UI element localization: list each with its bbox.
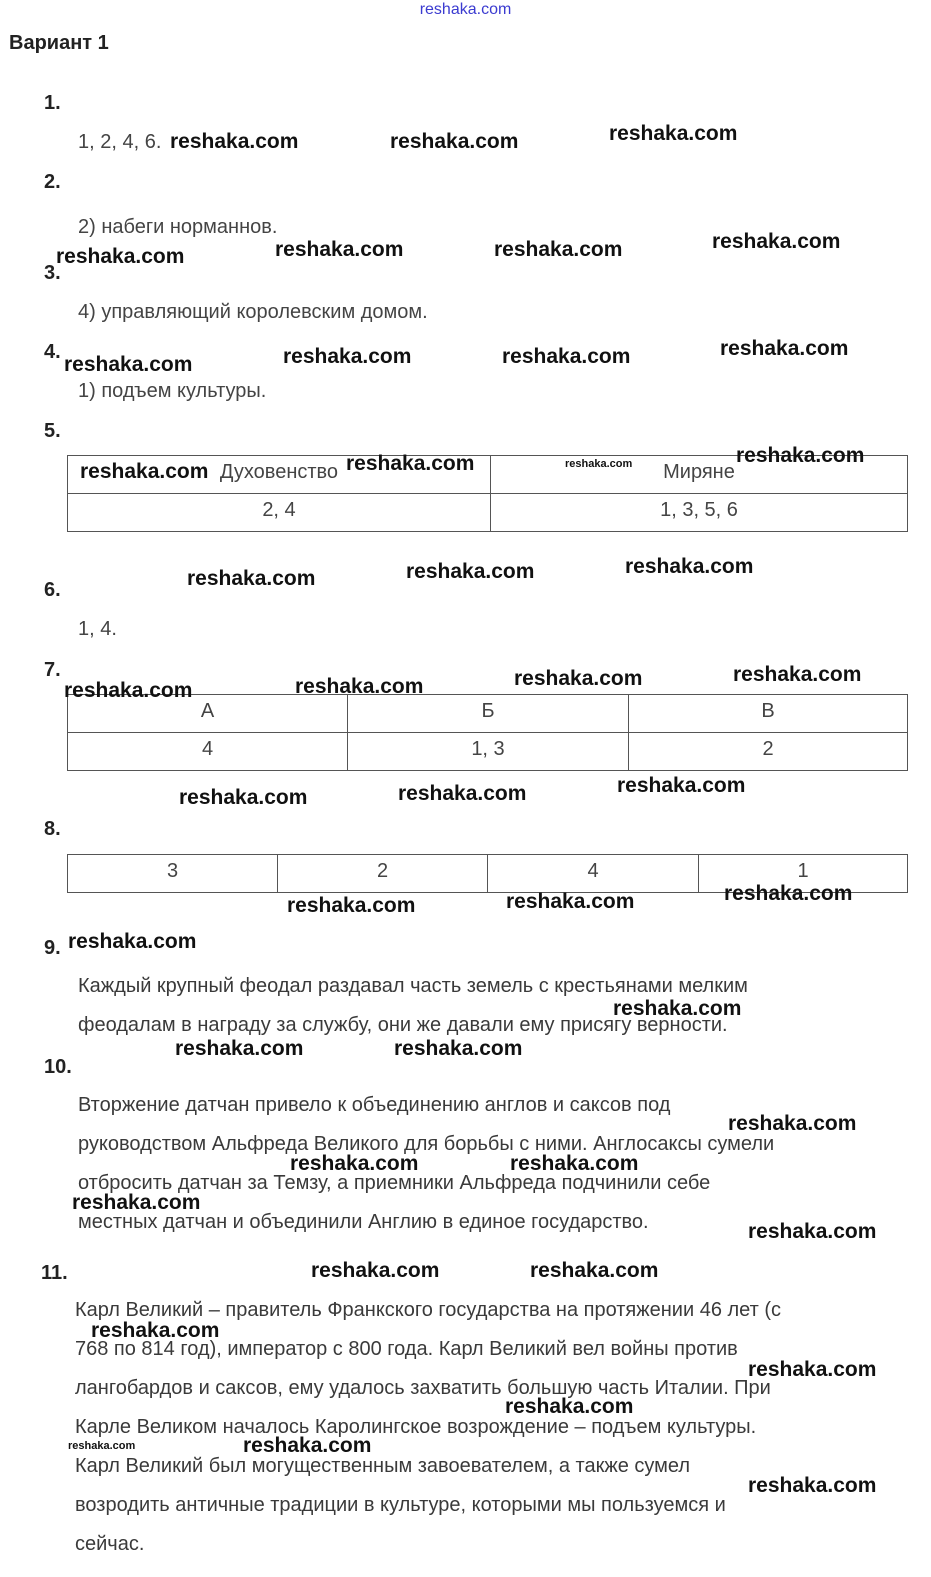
watermark: reshaka.com bbox=[748, 1358, 877, 1381]
watermark: reshaka.com bbox=[175, 1037, 304, 1060]
question-2-number: 2. bbox=[44, 171, 61, 193]
answer-line: отбросить датчан за Темзу, а приемники Альфреда подчинили себе bbox=[78, 1172, 711, 1194]
question-2-answer: 2) набеги норманнов. bbox=[78, 216, 278, 238]
question-7-number: 7. bbox=[44, 659, 61, 681]
table-header-cell: Миряне bbox=[491, 456, 908, 494]
answer-line: феодалам в награду за службу, они же давали ему присягу верности. bbox=[78, 1014, 728, 1036]
answer-line: сейчас. bbox=[75, 1533, 145, 1555]
question-4-number: 4. bbox=[44, 341, 61, 363]
question-1-number: 1. bbox=[44, 92, 61, 114]
watermark-small: reshaka.com bbox=[565, 458, 633, 470]
question-6-number: 6. bbox=[44, 579, 61, 601]
watermark: reshaka.com bbox=[243, 1434, 372, 1457]
question-3-answer: 4) управляющий королевским домом. bbox=[78, 301, 428, 323]
table-cell: 4 bbox=[68, 733, 348, 771]
table-cell: 3 bbox=[68, 855, 278, 893]
question-6-answer: 1, 4. bbox=[78, 618, 117, 640]
watermark: reshaka.com bbox=[736, 444, 865, 467]
watermark: reshaka.com bbox=[68, 930, 197, 953]
watermark: reshaka.com bbox=[64, 353, 193, 376]
question-8-number: 8. bbox=[44, 818, 61, 840]
answer-line: руководством Альфреда Великого для борьбы с ними. Англосаксы сумели bbox=[78, 1133, 775, 1155]
watermark: reshaka.com bbox=[609, 122, 738, 145]
site-header-link[interactable]: reshaka.com bbox=[419, 1, 512, 18]
watermark: reshaka.com bbox=[724, 882, 853, 905]
table-cell: 1, 3, 5, 6 bbox=[491, 494, 908, 532]
watermark: reshaka.com bbox=[625, 555, 754, 578]
watermark: reshaka.com bbox=[720, 337, 849, 360]
question-9-number: 9. bbox=[44, 937, 61, 959]
table-row bbox=[68, 733, 908, 771]
answer-line: Каждый крупный феодал раздавал часть земель с крестьянами мелким bbox=[78, 975, 748, 997]
watermark: reshaka.com bbox=[530, 1259, 659, 1282]
answer-line: местных датчан и объединили Англию в единое государство. bbox=[78, 1211, 649, 1233]
watermark: reshaka.com bbox=[728, 1112, 857, 1135]
watermark: reshaka.com bbox=[56, 245, 185, 268]
table-cell: 2, 4 bbox=[68, 494, 491, 532]
watermark: reshaka.com bbox=[406, 560, 535, 583]
watermark: reshaka.com bbox=[72, 1191, 201, 1214]
question-3-number: 3. bbox=[44, 262, 61, 284]
watermark: reshaka.com bbox=[494, 238, 623, 261]
watermark: reshaka.com bbox=[170, 130, 299, 153]
answer-line: лангобардов и саксов, ему удалось захватить большую часть Италии. При bbox=[75, 1377, 771, 1399]
watermark: reshaka.com bbox=[290, 1152, 419, 1175]
watermark: reshaka.com bbox=[505, 1395, 634, 1418]
question-10-number: 10. bbox=[44, 1056, 72, 1078]
watermark: reshaka.com bbox=[733, 663, 862, 686]
table-cell: 1, 3 bbox=[348, 733, 629, 771]
watermark: reshaka.com bbox=[502, 345, 631, 368]
table-cell: 2 bbox=[278, 855, 488, 893]
watermark: reshaka.com bbox=[187, 567, 316, 590]
table-header-cell: Духовенство bbox=[68, 456, 491, 494]
watermark: reshaka.com bbox=[390, 130, 519, 153]
watermark: reshaka.com bbox=[398, 782, 527, 805]
table-header-cell: А bbox=[68, 695, 348, 733]
table-cell: 2 bbox=[629, 733, 908, 771]
table-row bbox=[68, 494, 908, 532]
watermark: reshaka.com bbox=[179, 786, 308, 809]
answer-line: Карл Великий – правитель Франкского государства на протяжении 46 лет (с bbox=[75, 1299, 782, 1321]
watermark: reshaka.com bbox=[275, 238, 404, 261]
question-1-answer: 1, 2, 4, 6. bbox=[78, 131, 162, 153]
watermark: reshaka.com bbox=[64, 679, 193, 702]
watermark: reshaka.com bbox=[287, 894, 416, 917]
page-title: Вариант 1 bbox=[9, 32, 109, 54]
question-4-answer: 1) подъем культуры. bbox=[78, 380, 267, 402]
answer-line: Вторжение датчан привело к объединению англов и саксов под bbox=[78, 1094, 671, 1116]
watermark: reshaka.com bbox=[748, 1474, 877, 1497]
watermark: reshaka.com bbox=[91, 1319, 220, 1342]
watermark: reshaka.com bbox=[311, 1259, 440, 1282]
table-header-cell: Б bbox=[348, 695, 629, 733]
answer-line: Карл Великий был могущественным завоевателем, а также сумел bbox=[75, 1455, 691, 1477]
watermark: reshaka.com bbox=[506, 890, 635, 913]
question-7-table bbox=[67, 694, 908, 771]
table-cell: 4 bbox=[488, 855, 699, 893]
watermark: reshaka.com bbox=[346, 452, 475, 475]
answer-line: 768 по 814 год), император с 800 года. Карл Великий вел войны против bbox=[75, 1338, 738, 1360]
watermark-small: reshaka.com bbox=[68, 1440, 136, 1452]
watermark: reshaka.com bbox=[617, 774, 746, 797]
watermark: reshaka.com bbox=[295, 675, 424, 698]
watermark: reshaka.com bbox=[748, 1220, 877, 1243]
watermark: reshaka.com bbox=[283, 345, 412, 368]
watermark: reshaka.com bbox=[80, 460, 209, 483]
watermark: reshaka.com bbox=[712, 230, 841, 253]
answer-line: возродить античные традиции в культуре, которыми мы пользуемся и bbox=[75, 1494, 726, 1516]
answer-line: Карле Великом началось Каролингское возрождение – подъем культуры. bbox=[75, 1416, 757, 1438]
watermark: reshaka.com bbox=[394, 1037, 523, 1060]
question-11-number: 11. bbox=[41, 1262, 68, 1284]
watermark: reshaka.com bbox=[510, 1152, 639, 1175]
table-header-cell: В bbox=[629, 695, 908, 733]
table-cell: 1 bbox=[699, 855, 908, 893]
question-5-number: 5. bbox=[44, 420, 61, 442]
question-10-answer bbox=[78, 1086, 774, 1242]
table-row bbox=[68, 695, 908, 733]
watermark: reshaka.com bbox=[514, 667, 643, 690]
watermark: reshaka.com bbox=[613, 997, 742, 1020]
